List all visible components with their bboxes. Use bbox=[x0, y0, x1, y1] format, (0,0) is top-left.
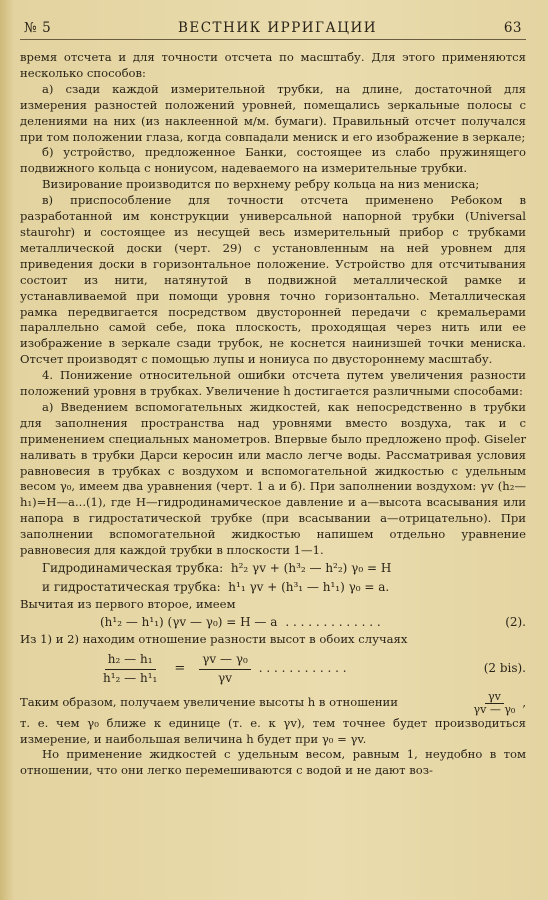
equation-number: (2). bbox=[505, 614, 526, 629]
paragraph: в) приспособление для точности отсчета применено Ребоком в разработанной им конструкции универсальной напорной трубки (Universal staurohr) и состоящее из несущей весь измерительный прибор с трубками металлической доски (черт. 29) с установленным на ней уровнем для приведения доски в горизонтальное положение. Устройство для отсчитывания состоит из нити, натянутой в подвижной металлической рамке и устанавливаемой при помощи уровня точно горизонтально. Металлическая рамка передвигается посредством двусторонней передачи с кремальерами параллельно самой себе, пока плоскость, проходящая через нить или ее изображение в зеркале сзади трубок, не коснется наинизшей точки мениска. Отсчет производят с помощью лупы и нониуса по двустороннему масштабу. bbox=[20, 193, 526, 367]
hydrodynamic-equation bbox=[20, 559, 526, 578]
journal-title: ВЕСТНИК ИРРИГАЦИИ bbox=[177, 20, 378, 36]
fraction-left: $\frac{\text{h₂ — h₁}}{\text{h¹₂ — h¹₁}}$ bbox=[103, 651, 158, 685]
ratio-line: Таким образом, получаем увеличение высоты h в отношении $\frac{\gamma v}{\text{γv — γ₀}}$ , bbox=[20, 689, 526, 716]
equation-number: (2 bis). bbox=[483, 661, 526, 676]
paragraph: а) сзади каждой измерительной трубки, на длине, достаточной для измерения разностей положений уровней, помещались зеркальные полосы с делениями на них (из наклеенной м/м. бумаги). Правильный отсчет получался при том положении глаза, когда совпадали мениск и его изображение в зеркале; bbox=[20, 81, 526, 144]
ratio-fraction: $\frac{\gamma v}{\text{γv — γ₀}}$ bbox=[473, 689, 516, 716]
page-header bbox=[20, 20, 526, 40]
issue-number: № 5 bbox=[24, 20, 52, 36]
article-body bbox=[20, 50, 526, 779]
fraction-right: $\frac{\text{γv — γ₀}}{\gamma v}$ bbox=[199, 652, 251, 687]
leader-dots: . . . . . . . . . . . . bbox=[258, 661, 347, 676]
paragraph: Таким образом, получаем увеличение высоты h в отношении bbox=[20, 695, 399, 710]
equation-label: Гидродинамическая трубка: bbox=[42, 561, 224, 575]
paragraph: Из 1) и 2) находим отношение разности высот в обоих случаях bbox=[20, 631, 408, 646]
equation-2-bis bbox=[20, 652, 526, 687]
paragraph: Вычитая из первого второе, имеем bbox=[20, 597, 236, 611]
leader-dots: . . . . . . . . . . . . . bbox=[285, 614, 381, 629]
paragraph: т. е. чем γ₀ ближе к единице (т. е. к γv), тем точнее будет производиться измерение, и наибольшая величина h будет при γ₀ = γv. bbox=[20, 715, 526, 746]
equation-label: и гидростатическая трубка: bbox=[42, 580, 221, 594]
paragraph: 4. Понижение относительной ошибки отсчета путем увеличения разности положений уровня в трубках. Увеличение h достигается различными способами: bbox=[20, 368, 526, 399]
hydrostatic-equation bbox=[20, 578, 526, 597]
paragraph: время отсчета и для точности отсчета по масштабу. Для этого применяются несколько способов: bbox=[20, 50, 526, 80]
paragraph: Но применение жидкостей с удельным весом, равным 1, неудобно в том отношении, что они легко перемешиваются с водой и не дают воз- bbox=[20, 747, 526, 778]
page-number: 63 bbox=[503, 20, 522, 36]
paragraph: а) Введением вспомогательных жидкостей, как непосредственно в трубки для заполнения пространства над уровнями вместо воздуха, так и с применением специальных манометров. Впервые было предложено проф. Giseler наливать в трубки Дарси керосин или масло легче воды. Рассматривая условия равновесия в трубках с воздухом и вспомогательной жидкостью с удельным весом γ₀, имеем два уравнения (черт. 1 а и б). При заполнении воздухом: γv (h₂—h₁)=H—a...(1), где H—гидродинамическое давление и а—высота всасывания или напора в гидростатической трубке (при всасывании а—отрицательно). При заполнении вспомогательной жидкостью напишем отдельно уравнение равновесия для каждой трубки в плоскости 1—1. bbox=[20, 399, 526, 558]
equals-sign: = bbox=[174, 661, 186, 677]
paragraph: Визирование производится по верхнему ребру кольца на низ мениска; bbox=[42, 177, 480, 192]
equation: (h¹₂ — h¹₁) (γv — γ₀) = H — a bbox=[100, 614, 278, 629]
equation: h¹₁ γv + (h³₁ — h¹₁) γ₀ = a. bbox=[228, 580, 390, 594]
equation: h²₂ γv + (h³₂ — h²₂) γ₀ = H bbox=[230, 561, 392, 575]
equation-2 bbox=[20, 613, 526, 632]
paragraph: б) устройство, предложенное Банки, состоящее из слабо пружинящего подвижного кольца с нониусом, надеваемого на измерительные трубки. bbox=[20, 145, 526, 176]
